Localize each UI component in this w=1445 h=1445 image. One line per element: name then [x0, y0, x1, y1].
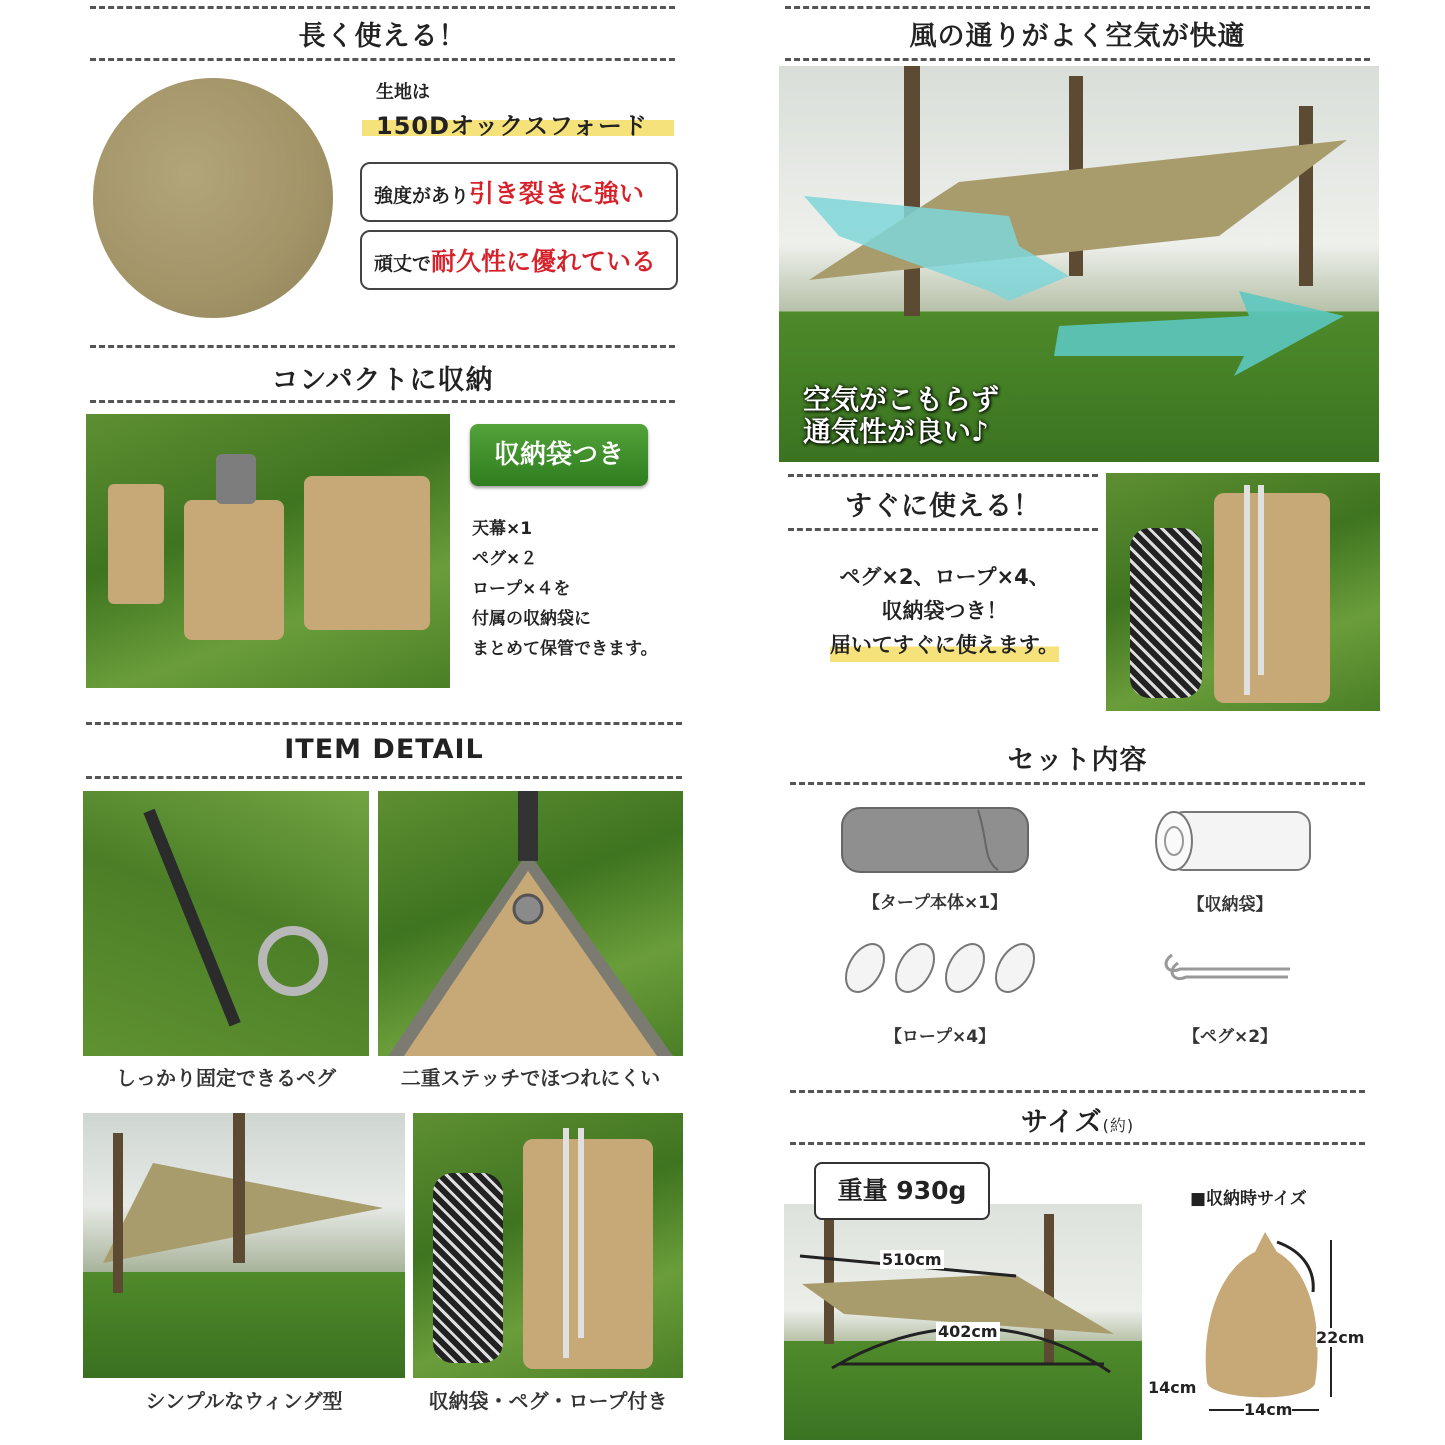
peg: [1244, 485, 1250, 695]
tarp-bundle-illustration: [838, 800, 1034, 878]
divider: [790, 782, 1365, 785]
section-heading-set: セット内容: [1007, 745, 1148, 776]
divider: [788, 474, 1098, 477]
photo-bag-peg-rope: [413, 1113, 683, 1378]
storage-bag-badge: 収納袋つき: [470, 424, 648, 486]
list-item: 天幕×1: [472, 519, 533, 539]
set-item-rope: 【ロープ×4】: [884, 1027, 996, 1047]
divider: [90, 345, 675, 348]
divider: [785, 6, 1370, 9]
photo-wing-shape: [83, 1113, 405, 1378]
divider: [785, 58, 1370, 61]
bag: [1214, 493, 1330, 703]
feature-highlight: 耐久性に優れている: [431, 247, 657, 276]
rope-bundle: [433, 1173, 503, 1363]
ready-line: ペグ×2、ロープ×4、: [839, 565, 1050, 589]
size-heading: サイズ: [1020, 1107, 1103, 1138]
divider: [90, 58, 675, 61]
list-item: ロープ×４を: [472, 579, 571, 599]
section-heading-size: [790, 1100, 1365, 1139]
rope: [143, 809, 240, 1027]
photo-peg-detail: [83, 791, 369, 1056]
caption-stitch: 二重ステッチでほつれにくい: [400, 1066, 661, 1090]
photo-airflow: [779, 66, 1379, 462]
divider: [788, 528, 1098, 531]
feature-prefix: 頑丈で: [374, 253, 432, 275]
weight-badge: 重量 930g: [814, 1162, 990, 1220]
fabric-label: 生地は: [376, 82, 430, 103]
feature-box-durability: [360, 230, 678, 290]
ready-text: [792, 560, 1097, 662]
overlay-line: 通気性が良い♪: [803, 415, 989, 448]
fabric-name-block: [362, 106, 674, 138]
caption-accessories: 収納袋・ペグ・ロープ付き: [428, 1389, 668, 1413]
airflow-overlay-text: [803, 384, 999, 448]
tarp-wing: [83, 1113, 405, 1378]
divider: [790, 1142, 1365, 1145]
feature-box-tear: [360, 162, 678, 222]
section-heading-airflow: 風の通りがよく空気が快適: [909, 21, 1246, 52]
fabric-swatch: [93, 78, 333, 318]
peg: [563, 1128, 569, 1358]
peg-hook: [258, 926, 328, 996]
photo-stitch-detail: [378, 791, 683, 1056]
ready-line-highlight: 届いてすぐに使えます。: [830, 628, 1059, 662]
divider: [86, 722, 682, 725]
peg: [578, 1128, 584, 1338]
packed-bag-illustration: [1195, 1212, 1335, 1412]
section-heading-compact: コンパクトに収納: [271, 365, 494, 396]
depth-label: 402cm: [938, 1322, 998, 1341]
feature-prefix: 強度があり: [374, 185, 470, 207]
section-heading-ready: すぐに使える！: [845, 491, 1041, 522]
photo-ready-kit: [1106, 473, 1380, 711]
set-item-peg: 【ペグ×2】: [1182, 1027, 1278, 1047]
bag-width-label: 14cm: [1244, 1400, 1293, 1419]
caption-wing: シンプルなウィング型: [145, 1389, 343, 1413]
list-item: まとめて保管できます。: [472, 639, 658, 659]
overlay-line: 空気がこもらず: [803, 383, 1000, 416]
divider: [90, 400, 675, 403]
peg-bundle: [216, 454, 256, 504]
set-item-tarp: 【タープ本体×1】: [862, 893, 1008, 913]
large-bag: [304, 476, 430, 630]
width-label: 510cm: [882, 1250, 942, 1269]
divider: [86, 776, 682, 779]
bag-height-label: 22cm: [1316, 1328, 1365, 1347]
storage-size-label: ■収納時サイズ: [1190, 1189, 1307, 1209]
peg: [1258, 485, 1264, 675]
fabric-name: 150Dオックスフォード: [376, 112, 648, 140]
section-heading-durable: 長く使える！: [298, 21, 467, 52]
photo-size-dimensions: [784, 1204, 1142, 1440]
bag: [523, 1139, 653, 1369]
contents-list: [472, 514, 658, 664]
caption-peg: しっかり固定できるペグ: [116, 1066, 336, 1090]
medium-bag: [184, 500, 284, 640]
list-item: ペグ×２: [472, 549, 538, 569]
photo-packed-bags: [86, 414, 450, 688]
section-heading-item-detail: ITEM DETAIL: [284, 734, 484, 765]
divider: [90, 6, 675, 9]
ready-line: 収納袋つき！: [881, 599, 1008, 623]
set-item-bag: 【収納袋】: [1187, 895, 1273, 915]
rope-bundle: [1130, 528, 1202, 698]
bag-depth-label: 14cm: [1148, 1378, 1197, 1397]
peg-illustration: [1160, 945, 1300, 991]
list-item: 付属の収納袋に: [472, 609, 591, 629]
small-bag: [108, 484, 164, 604]
rope-illustration: [840, 938, 1040, 998]
storage-bag-illustration: [1150, 806, 1316, 876]
tarp-corner: [378, 791, 683, 1056]
divider: [790, 1090, 1365, 1093]
feature-highlight: 引き裂きに強い: [469, 179, 645, 208]
size-heading-approx: (約): [1102, 1116, 1135, 1135]
